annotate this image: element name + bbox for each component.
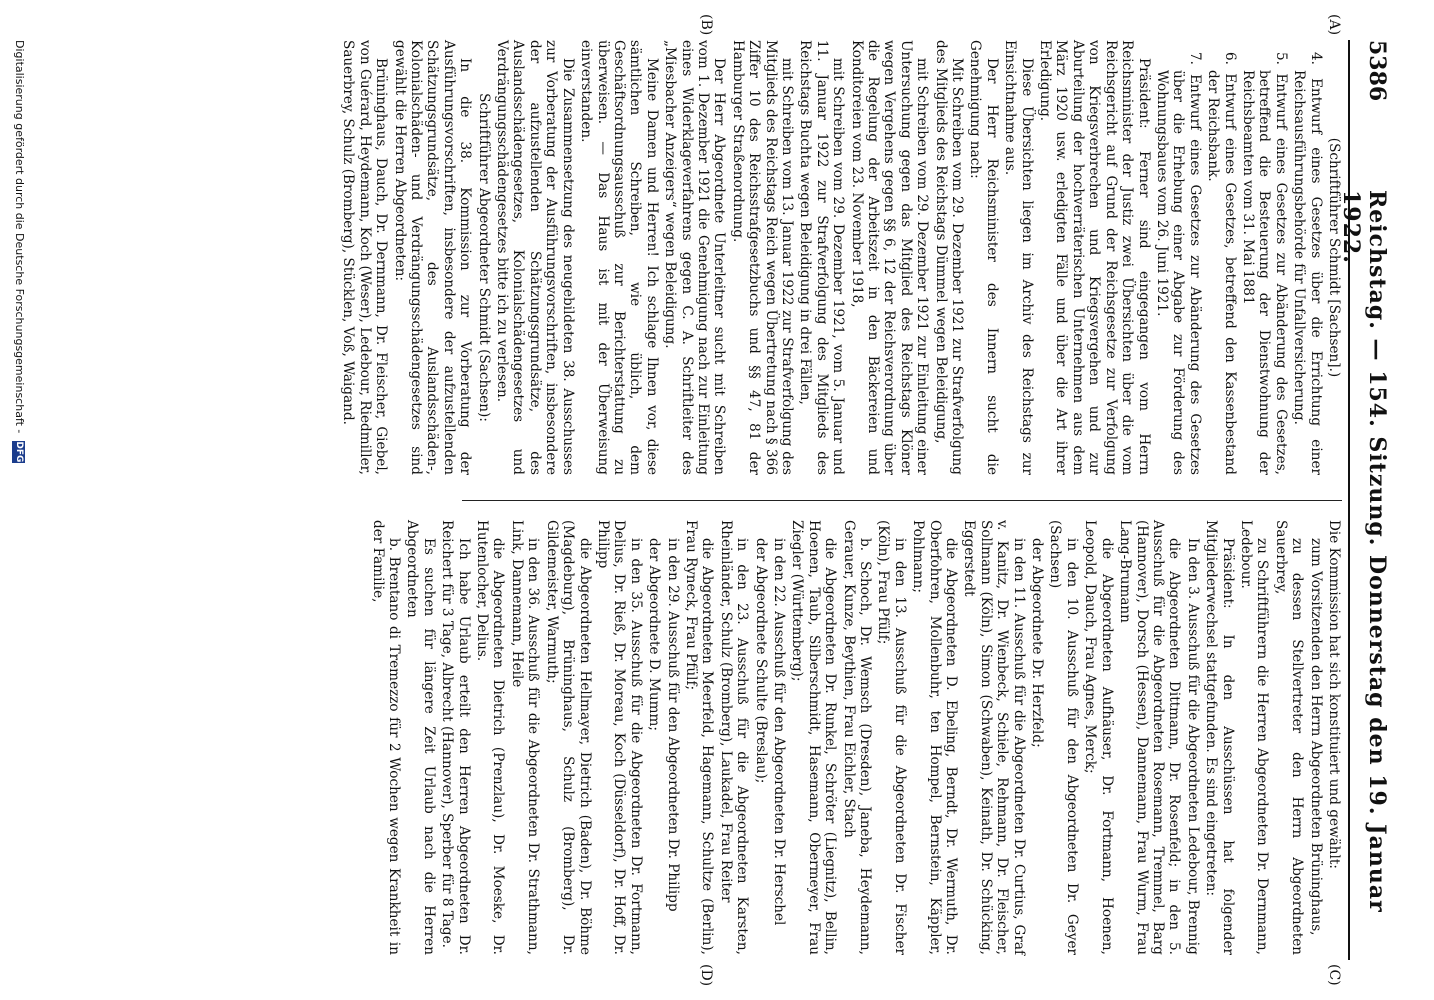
list-item: 6. Entwurf eines Gesetzes, betreffend den Kassenbestand der Reichsbank.: [1205, 52, 1238, 475]
paragraph: Der Herr Abgeordnete Unterleitner sucht mit Schreiben vom 1. Dezember 1921 die Genehmigung nach zur Einleitung eines Widerklageverfahrens gegen C. A. Schriftleiter des „Miesbacher Anzeigers“ wegen Beleidigung.: [662, 40, 728, 475]
margin-marker-a: (A): [1326, 14, 1342, 36]
dfg-logo: DFG: [14, 441, 25, 463]
paragraph: Meine Damen und Herren! Ich schlage Ihnen vor, diese sämtlichen Schreiben, wie üblich, dem Geschäftsordnungsausschuß zur Berichterstattung zu überweisen. — Das Haus ist mit der Überweisung einverstanden.: [578, 40, 660, 475]
digitization-footer: [13, 40, 27, 960]
paragraph: Es suchen für längere Zeit Urlaub nach die Herren Abgeordneten: [404, 520, 437, 955]
list-item: 5. Entwurf eines Gesetzes zur Abänderung des Gesetzes, betreffend die Besteuerung der Dienstwohnung der Reichsbeamten vom 31. Mai 1881: [1239, 52, 1289, 475]
paragraph: Brüninghaus, Dauch, Dr. Dernmann, Dr. Fleischer, Giebel, von Guérard, Heydemann, Koch (Weser), Ledebour, Riedmiller, Sauerbrey, Schulz (Bromberg), Stücklen, Voß, Waigand.: [340, 40, 390, 475]
margin-marker-b: (B): [698, 14, 714, 36]
paragraph: Der Herr Reichsminister des Innern sucht die Genehmigung nach:: [967, 40, 1000, 475]
paragraph: Die Kommission hat sich konstituiert und gewählt:: [1326, 520, 1342, 869]
page-number: 5386: [1364, 40, 1390, 102]
page-title: Reichstag. — 154. Sitzung. Donnerstag den 19. Januar 1922.: [1338, 190, 1390, 913]
paragraph: in den 11. Ausschuß für die Abgeordneten Dr. Curtius, Graf v. Kanitz, Dr. Wienbeck, Schiele, Rehmann, Dr. Fleischer, Sollmann (Köln), Simon (Schwaben), Keinath, Dr. Schücking, Eggerstedt: [961, 520, 1027, 955]
margin-marker-d: (D): [698, 964, 714, 987]
paragraph: in den 35. Ausschuß für die Abgeordneten Dr. Fortmann, Delius, Dr. Rieß, Dr. Moreau, Koch (Düsseldorf), Dr. Hoff, Dr. Philipp: [594, 520, 644, 955]
paragraph: in den 10. Ausschuß für den Abgeordneten Dr. Geyer (Sachsen): [1047, 520, 1080, 955]
left-column: [340, 40, 1342, 475]
paragraph: in den 23. Ausschuß für die Abgeordneten Karsten, Rheinländer, Schulz (Bromberg), Laukadel, Frau Reiter: [717, 520, 751, 955]
paragraph: die Abgeordneten D. Ebeling, Berndt, Dr. Wermuth, Dr. Oberfohren, Mollenbuhr, ten Hompel, Bernstein, Käppler, Pohlmann;: [910, 520, 960, 955]
paragraph: mit Schreiben vom 29. Dezember 1921 zur Einleitung einer Untersuchung gegen das Mitglied des Reichstags Klöner wegen Vergehens gegen §§ 6, 12 der Reichsverordnung über die Regelung der Arbeitszeit in den Bäckereien und Konditoreien vom 23. November 1918,: [848, 40, 931, 475]
paragraph: in den 22. Ausschuß für den Abgeordneten Dr. Herschel: [771, 538, 787, 926]
paragraph: zu dessen Stellvertreter den Herrn Abgeordneten Sauerbrey,: [1272, 520, 1306, 955]
list-item: 7. Entwurf eines Gesetzes zur Abänderung des Gesetzes über die Erhebung einer Abgabe zur Förderung des Wohnungsbaues vom 26. Juni 1921.: [1153, 52, 1203, 475]
paragraph: der Abgeordnete Schulte (Breslau);: [752, 538, 769, 784]
paragraph: Präsident: Ferner sind eingegangen vom Herrn Reichsminister der Justiz zwei Übersichten über die vom Reichsgericht auf Grund der Reichsgesetze zur Verfolgung von Kriegsverbrechen und Kriegsvergehen und zur Aburteilung der hochverräterischen Unternehmen aus dem März 1920 usw. erledigten Fälle und über die Art ihrer Erledigung.: [1037, 40, 1152, 475]
column-divider: [462, 500, 1342, 501]
paragraph: Mit Schreiben vom 29. Dezember 1921 zur Strafverfolgung des Mitglieds des Reichstags Dümmel wegen Beleidigung,: [932, 40, 966, 475]
paragraph: In den 3. Ausschuß für die Abgeordneten Ledebour, Brennig: [1184, 538, 1201, 955]
paragraph: in den 13. Ausschuß für die Abgeordneten Dr. Fischer (Köln), Frau Pfülf;: [875, 520, 908, 955]
right-column: [369, 520, 1342, 955]
paragraph: die Abgeordneten Meerfeld, Hagemann, Schultze (Berlin), Frau Ryneck, Frau Pfülf;: [682, 520, 716, 955]
paragraph: Diese Übersichten liegen im Archiv des Reichstags zur Einsichtnahme aus.: [1002, 40, 1035, 475]
paragraph: Die Zusammensetzung des neugebildeten 38. Ausschusses zur Vorberatung der Ausführungsvorschriften, insbesondere der aufzustellenden Schätzungsgrundsätze, des Auslandsschädengesetzes, Kolonialschädengesetzes und Verdrängungsschädengesetzes bitte ich zu verlesen.: [494, 40, 576, 475]
speaker-line: Schriftführer Abgeordneter Schmidt (Sachsen):: [475, 93, 492, 422]
paragraph: die Abgeordneten Dietrich (Prenzlau), Dr. Moeske, Dr. Hutenlocher, Delius.: [474, 520, 507, 955]
paragraph: In die 38. Kommission zur Vorberatung der Ausführungsvorschriften, insbesondere der aufzustellenden Schätzungsgrundsätze, des Auslandsschäden-, Kolonialschäden- und Verdrängungsschädengesetzes sind gewählt die Herren Abgeordneten:: [391, 40, 474, 475]
paragraph: Ich habe Urlaub erteilt den Herren Abgeordneten Dr. Reichert für 3 Tage, Albrecht (Hannover), Sperber für 8 Tage.: [439, 520, 472, 955]
paragraph: mit Schreiben vom 13. Januar 1922 zur Strafverfolgung des Mitglieds des Reichstags Reich wegen Übertretung nach § 366 Ziffer 10 des Reichsstrafgesetzbuchs und §§ 47, 81 der Hamburger Straßenordnung.: [729, 40, 795, 475]
paragraph: b. Schoch, Dr. Wemsch (Dresden), Janeba, Heydemann, Gerauer, Kunze, Beythien, Frau Eichler, Stach: [840, 520, 874, 955]
paragraph: in den 36. Ausschuß für die Abgeordneten Dr. Strathmann, Link, Dannemann, Heile: [508, 520, 542, 955]
paragraph: die Abgeordneten Aufhäuser, Dr. Fortmann, Hoenen, Leopold, Dauch, Frau Agnes, Merck;: [1082, 520, 1115, 955]
paragraph: Präsident: In den Ausschüssen hat folgender Mitgliederwechsel stattgefunden. Es sind eingetreten:: [1203, 520, 1236, 955]
list-item: 4. Entwurf eines Gesetzes über die Errichtung einer Reichsausführungsbehörde für Unfallversicherung.: [1291, 52, 1324, 475]
footer-text: Digitalisierung gefördert durch die Deutsche Forschungsgemeinschaft -: [13, 40, 26, 434]
paragraph: zum Vorsitzenden den Herrn Abgeordneten Brüninghaus,: [1307, 538, 1324, 936]
paragraph: b. Brentano di Tremezzo für 2 Wochen wegen Krankheit in der Familie,: [369, 520, 403, 955]
column-note: (Schriftführer Schmidt [Sachsen].): [1326, 137, 1342, 378]
paragraph: in den 29. Ausschuß für den Abgeordneten Dr. Philipp: [664, 538, 681, 912]
paragraph: die Abgeordneten Dittmann, Dr. Rosenfeld; in den 5. Ausschuß für die Abgeordneten Rosemann, Tremmel, Barg (Hannover), Dorsch (Hessen), Dannemann, Frau Wurm, Frau Lang-Brumann: [1117, 520, 1183, 955]
paragraph: die Abgeordneten Dr. Runkel, Schröter (Liegnitz), Bellin, Hoenen, Taub, Silberschmidt, Hasemann, Obermeyer, Frau Ziegler (Württemberg);: [789, 520, 839, 955]
paragraph: der Abgeordnete D. Mumm;: [646, 538, 663, 731]
page-header: [1338, 40, 1398, 960]
paragraph: der Abgeordnete Dr. Herzfeld;: [1029, 538, 1046, 748]
paragraph: zu Schriftführern die Herren Abgeordneten Dr. Dernmann, Ledebour.: [1237, 520, 1271, 955]
margin-marker-c: (C): [1326, 964, 1342, 986]
paragraph: mit Schreiben vom 29. Dezember 1921, vom 5. Januar und 11. Januar 1922 zur Strafverfolgung des Mitglieds des Reichstags Buchta wegen Beleidigung in drei Fällen,: [797, 40, 847, 475]
paragraph: die Abgeordneten Hellmayer, Dietrich (Baden), Dr. Böhme (Magdeburg), Brüninghaus, Schulz (Bromberg), Dr. Gildemeister, Warmuth;: [543, 520, 593, 955]
